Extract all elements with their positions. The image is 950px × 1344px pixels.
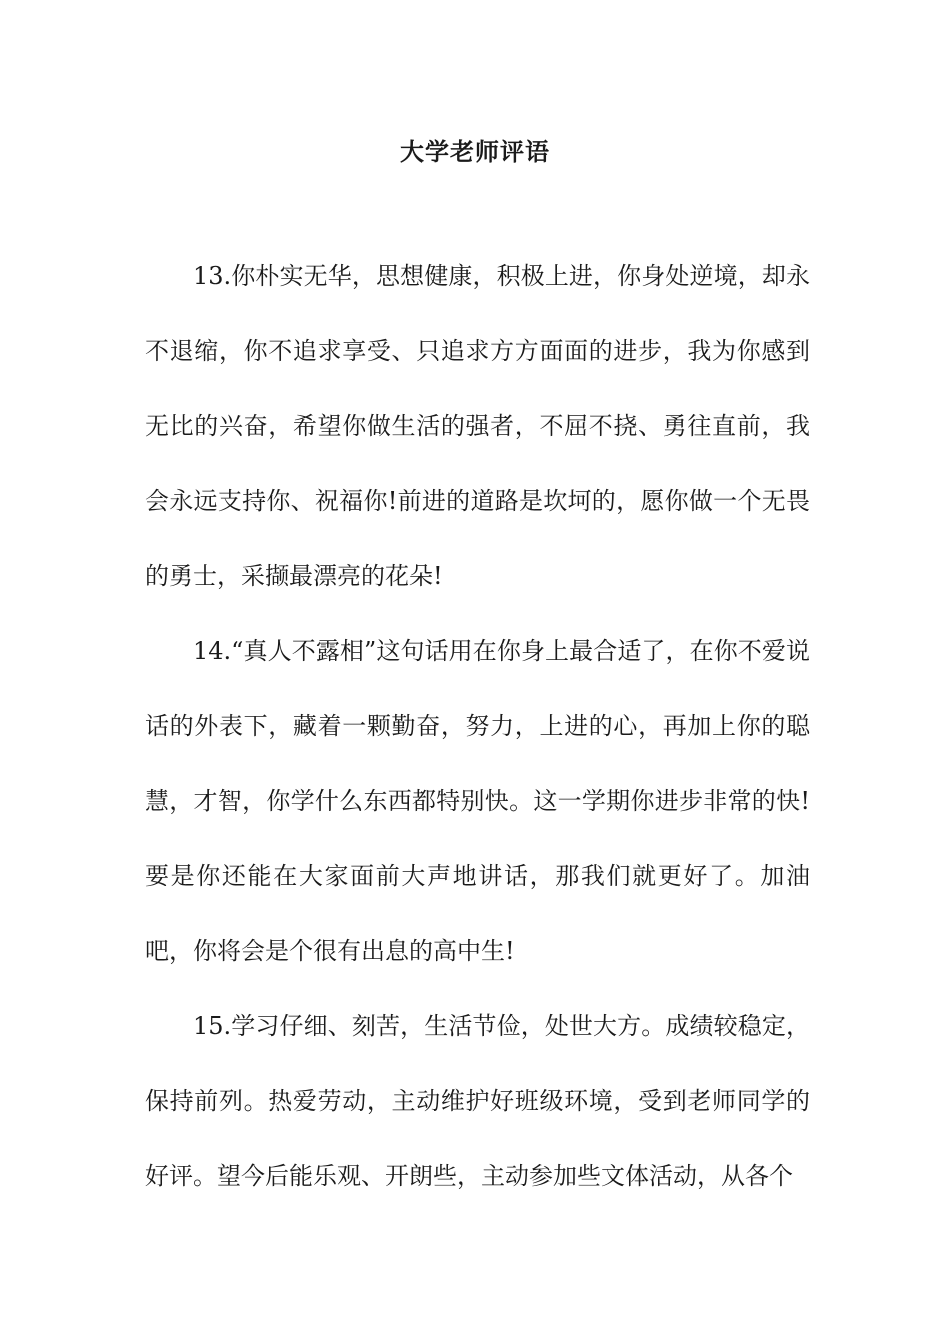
document-body xyxy=(145,239,810,1214)
comment-paragraph-13: 13.你朴实无华，思想健康，积极上进，你身处逆境，却永不退缩，你不追求享受、只追求方方面面的进步，我为你感到无比的兴奋，希望你做生活的强者，不屈不挠、勇往直前，我会永远支持你、祝福你!前进的道路是坎坷的，愿你做一个无畏的勇士，采撷最漂亮的花朵! xyxy=(145,262,810,590)
comment-paragraph-14: 14.“真人不露相”这句话用在你身上最合适了，在你不爱说话的外表下，藏着一颗勤奋，努力，上进的心，再加上你的聪慧，才智，你学什么东西都特别快。这一学期你进步非常的快!要是你还能在大家面前大声地讲话，那我们就更好了。加油吧，你将会是个很有出息的高中生! xyxy=(145,637,810,965)
comment-paragraph-15: 15.学习仔细、刻苦，生活节俭，处世大方。成绩较稳定，保持前列。热爱劳动，主动维护好班级环境，受到老师同学的好评。望今后能乐观、开朗些，主动参加些文体活动，从各个 xyxy=(145,1012,810,1190)
document-title: 大学老师评语 xyxy=(400,138,550,166)
